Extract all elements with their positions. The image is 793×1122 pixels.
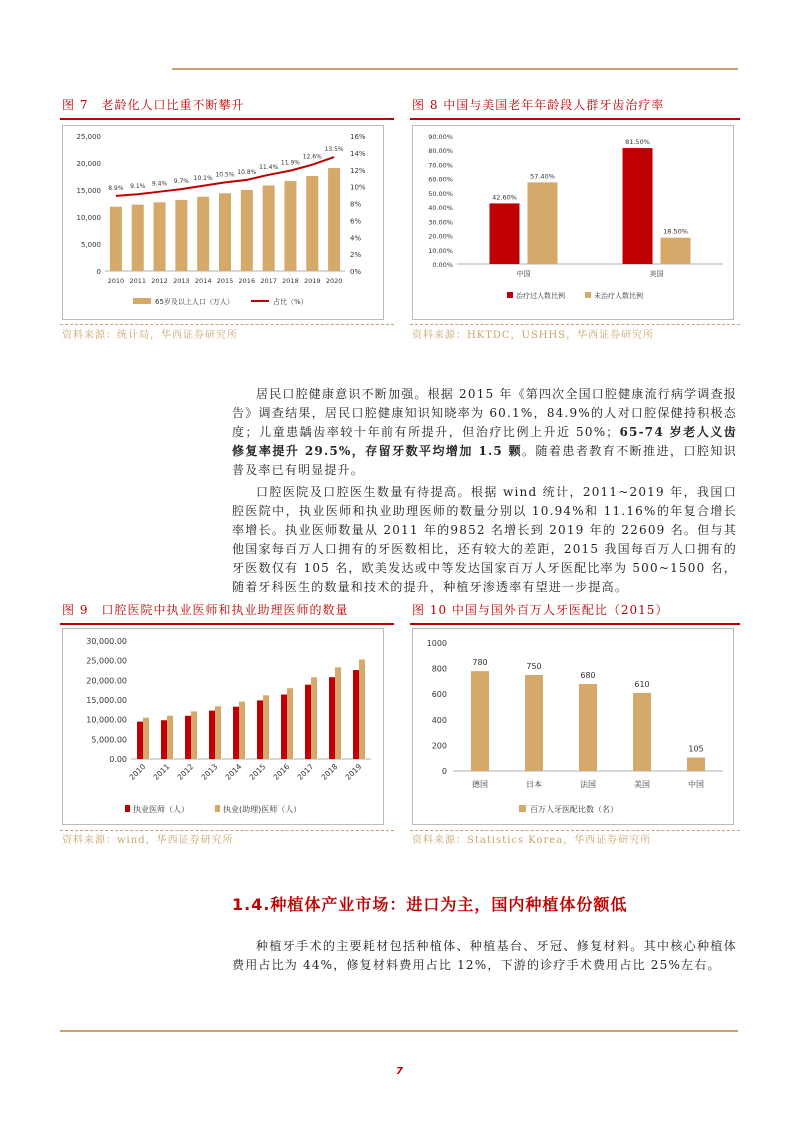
- fig7-line-label: 10.5%: [215, 171, 235, 179]
- fig10-x-tick: 德国: [472, 780, 488, 789]
- fig7-y-left-tick: 10,000: [76, 214, 101, 222]
- fig9-x-tick: 2012: [175, 762, 196, 782]
- fig10-y-tick: 600: [431, 690, 447, 700]
- fig8-legend-label-1: 治疗过人数比例: [516, 292, 565, 300]
- fig7-bar: [154, 202, 166, 271]
- fig8-title: 图 8 中国与美国老年年龄段人群牙齿治疗率: [412, 98, 665, 112]
- fig8-title-rule: [410, 118, 740, 120]
- fig7-bar: [197, 197, 209, 271]
- fig7-y-left-tick: 15,000: [76, 187, 101, 195]
- fig10-data-label: 680: [580, 670, 596, 680]
- fig9-bar: [233, 707, 239, 759]
- fig8-bar: [623, 148, 653, 264]
- fig7-line-label: 9.4%: [151, 180, 168, 188]
- fig7-x-tick: 2014: [194, 277, 212, 285]
- fig8-y-tick: 10.00%: [428, 246, 453, 255]
- fig7-x-tick: 2018: [282, 277, 299, 285]
- fig7-source: 资料来源：统计局，华西证券研究所: [62, 330, 238, 341]
- fig8-data-label: 81.50%: [625, 138, 650, 147]
- fig7-x-tick: 2016: [238, 277, 256, 285]
- fig10-data-label: 780: [472, 658, 488, 668]
- para1-text-b: 。随着患者教育不断推进，口腔知识普及率已有明显提升。: [232, 444, 738, 477]
- fig9-legend-label-1: 执业医师（人）: [133, 805, 189, 814]
- section-heading: 1.4.种植体产业市场：进口为主，国内种植体份额低: [232, 895, 628, 914]
- fig7-y-right-tick: 6%: [350, 217, 362, 226]
- fig9-bar: [161, 720, 167, 759]
- fig9-y-tick: 15,000.00: [86, 696, 127, 705]
- fig9-bar: [335, 667, 341, 759]
- fig8-data-label: 57.40%: [530, 172, 555, 181]
- fig7-line-label: 11.4%: [259, 163, 279, 171]
- fig7-y-right-tick: 12%: [350, 166, 366, 175]
- fig9-x-tick: 2017: [295, 762, 316, 782]
- fig7-line-label: 11.9%: [280, 159, 300, 167]
- fig8-y-tick: 20.00%: [428, 232, 453, 241]
- fig9-bar: [137, 722, 143, 759]
- fig8-source: 资料来源：HKTDC，USHHS，华西证券研究所: [412, 330, 655, 341]
- fig7-line-label: 12.6%: [302, 153, 322, 161]
- fig7-chart: [62, 125, 384, 320]
- fig9-bar: [215, 706, 221, 759]
- fig10-data-label: 105: [688, 744, 704, 754]
- fig7-x-tick: 2017: [260, 277, 277, 285]
- fig9-x-tick: 2016: [271, 762, 292, 782]
- fig10-chart: [412, 628, 734, 825]
- fig7-x-tick: 2020: [325, 277, 343, 285]
- fig8-y-tick: 60.00%: [428, 175, 453, 184]
- fig9-bar: [311, 677, 317, 759]
- fig9-bar: [281, 694, 287, 759]
- fig7-y-right-tick: 14%: [350, 149, 366, 158]
- fig9-bar: [191, 711, 197, 759]
- fig7-y-right-tick: 4%: [350, 234, 362, 243]
- fig10-bar: [687, 758, 705, 771]
- fig9-x-tick: 2018: [319, 762, 340, 782]
- fig8-chart: [412, 125, 734, 320]
- fig9-legend-swatch-1: [125, 805, 130, 812]
- fig7-bar: [328, 168, 340, 271]
- fig10-legend-swatch: [519, 805, 526, 812]
- fig10-y-tick: 0: [441, 767, 447, 776]
- fig10-svg: [413, 629, 733, 824]
- fig9-bar: [263, 695, 269, 759]
- fig7-title-rule: [60, 118, 394, 120]
- fig9-y-tick: 25,000.00: [86, 656, 127, 666]
- fig7-line-label: 9.1%: [130, 183, 146, 191]
- fig8-bar: [661, 238, 691, 264]
- fig7-y-right-tick: 16%: [350, 133, 366, 141]
- fig7-line-label: 10.8%: [237, 168, 257, 176]
- fig7-y-right-tick: 2%: [350, 251, 362, 260]
- fig7-y-left-tick: 25,000: [76, 133, 101, 141]
- fig9-title: 图 9 口腔医院中执业医师和执业助理医师的数量: [62, 603, 349, 617]
- fig9-x-tick: 2015: [247, 762, 268, 782]
- fig9-bar: [329, 677, 335, 759]
- fig7-x-tick: 2015: [216, 277, 234, 285]
- paragraph-implant-costs: [232, 937, 737, 975]
- fig8-legend-label-2: 未治疗人数比例: [594, 292, 643, 300]
- fig7-y-left-tick: 0: [96, 268, 101, 276]
- fig7-y-right-tick: 0%: [350, 268, 362, 276]
- para1-text-a: 居民口腔健康意识不断加强。根据 2015 年《第四次全国口腔健康流行病学调查报告》调查结果，居民口腔健康知识知晓率为 60.1%，84.9%的人对口腔保健持积极态度；儿童患龋齿率较十年前有所提升，但治疗比例上升近 50%；: [232, 387, 737, 439]
- fig9-source: 资料来源：wind，华西证券研究所: [62, 835, 234, 846]
- fig9-bar: [185, 716, 191, 759]
- fig9-bar: [359, 659, 365, 759]
- fig8-y-tick: 40.00%: [428, 204, 453, 213]
- fig7-bar: [241, 190, 253, 271]
- para2-text: 口腔医院及口腔医生数量有待提高。根据 wind 统计，2011~2019 年，我国口腔医院中，执业医师和执业助理医师的数量分别以 10.94%和 11.16%的年复合增长率增长。执业医师数量从 2011 年的9852 名增长到 2019 年的 22609 名。但与其他国家每百万人口拥有的牙医数相比，还有较大的差距，2015 我国每百万人口拥有的牙医数仅有 105 名，欧美发达或中等发达国家百万人牙医配比率为 500~1500 名，随着牙科医生的数量和技术的提升，种植牙渗透率有望进一步提高。: [232, 485, 737, 594]
- fig9-bar: [257, 700, 263, 759]
- fig9-legend-swatch-2: [215, 805, 220, 812]
- fig7-y-left-tick: 5,000: [80, 241, 101, 249]
- fig7-x-tick: 2011: [129, 277, 147, 285]
- fig7-x-tick: 2013: [173, 277, 190, 285]
- fig8-y-tick: 50.00%: [428, 189, 453, 198]
- fig9-legend-label-2: 执业(助理)医师（人）: [223, 805, 302, 814]
- fig7-line-label: 10.1%: [193, 174, 213, 182]
- fig9-svg: [63, 629, 383, 824]
- fig10-x-tick: 中国: [688, 780, 704, 789]
- fig10-legend-label: 百万人牙医配比数（名）: [530, 805, 618, 814]
- fig8-y-tick: 90.00%: [428, 133, 453, 141]
- fig7-x-tick: 2019: [303, 277, 321, 285]
- fig7-bar: [110, 207, 122, 271]
- fig9-x-tick: 2013: [199, 762, 220, 782]
- fig9-bar: [305, 685, 311, 759]
- fig7-y-right-tick: 10%: [350, 183, 366, 192]
- fig8-y-tick: 0.00%: [432, 261, 453, 269]
- fig8-y-tick: 30.00%: [428, 218, 453, 227]
- fig7-title: 图 7 老龄化人口比重不断攀升: [62, 98, 245, 112]
- fig9-x-tick: 2010: [127, 762, 148, 782]
- fig10-x-tick: 日本: [526, 780, 542, 789]
- fig8-legend-swatch-1: [507, 292, 513, 298]
- fig7-line-label: 9.7%: [173, 178, 189, 186]
- fig10-bar: [633, 693, 651, 771]
- fig9-y-tick: 20,000.00: [86, 676, 127, 686]
- fig10-y-tick: 400: [431, 715, 447, 725]
- fig7-legend-bar-swatch: [133, 298, 151, 304]
- fig10-y-tick: 1000: [426, 639, 447, 648]
- fig8-legend-swatch-2: [585, 292, 591, 298]
- fig7-bar: [263, 186, 275, 271]
- fig7-legend-line-label: 占比（%）: [273, 298, 308, 306]
- fig8-data-label: 42.60%: [492, 193, 517, 202]
- fig9-y-tick: 10,000.00: [86, 715, 127, 725]
- header-rule: [172, 68, 738, 70]
- fig8-y-tick: 70.00%: [428, 161, 453, 170]
- fig10-bar: [525, 675, 543, 771]
- fig7-bar: [284, 181, 296, 271]
- paragraph-dentist-count: [232, 483, 737, 597]
- fig9-bar: [167, 716, 173, 759]
- fig9-y-tick: 30,000.00: [86, 637, 127, 646]
- fig8-bar: [490, 203, 520, 264]
- fig9-title-rule: [60, 623, 394, 625]
- fig9-x-tick: 2011: [151, 762, 172, 782]
- fig10-title-rule: [410, 623, 740, 625]
- fig8-x-tick: 美国: [649, 270, 664, 278]
- fig7-y-left-tick: 20,000: [76, 160, 101, 168]
- fig10-y-tick: 800: [431, 664, 447, 674]
- fig9-chart: [62, 628, 384, 825]
- fig9-bar: [143, 718, 149, 759]
- fig8-data-label: 18.50%: [663, 227, 688, 236]
- fig10-data-label: 610: [634, 679, 650, 689]
- fig7-x-tick: 2012: [151, 277, 168, 285]
- para3-text: 种植牙手术的主要耗材包括种植体、种植基台、牙冠、修复材料。其中核心种植体费用占比为 44%，修复材料费用占比 12%，下游的诊疗手术费用占比 25%左右。: [232, 939, 737, 972]
- fig8-bar: [528, 182, 558, 264]
- fig10-bar: [579, 684, 597, 771]
- fig10-title: 图 10 中国与国外百万人牙医配比（2015）: [412, 603, 669, 617]
- fig9-bar: [239, 702, 245, 759]
- fig9-bar: [209, 711, 215, 759]
- fig7-bar: [306, 176, 318, 271]
- fig10-data-label: 750: [526, 662, 542, 671]
- fig10-x-tick: 法国: [580, 780, 596, 789]
- fig7-bar: [132, 205, 144, 271]
- fig10-bar: [471, 671, 489, 771]
- fig7-line-label: 13.5%: [324, 146, 344, 154]
- fig7-bar: [175, 200, 187, 271]
- fig8-x-tick: 中国: [516, 270, 531, 278]
- fig9-x-tick: 2014: [223, 762, 244, 782]
- para1-bold: 65-74 岁老人义齿修复率提升 29.5%，存留牙数平均增加 1.5 颗: [232, 425, 737, 458]
- fig7-line-label: 8.9%: [108, 184, 124, 192]
- fig8-svg: [413, 126, 733, 319]
- fig7-legend-bar-label: 65岁及以上人口（万人）: [155, 298, 234, 306]
- fig7-svg: [63, 126, 383, 319]
- fig7-bar: [219, 193, 231, 271]
- page-number: 7: [396, 1066, 403, 1077]
- fig7-x-tick: 2010: [107, 277, 125, 285]
- fig9-bar: [287, 688, 293, 759]
- fig10-source: 资料来源：Statistics Korea，华西证券研究所: [412, 835, 652, 846]
- fig10-y-tick: 200: [431, 741, 447, 751]
- fig9-x-tick: 2019: [343, 762, 364, 782]
- fig9-y-tick: 5,000.00: [91, 735, 127, 745]
- fig9-y-tick: 0.00: [109, 755, 127, 764]
- fig8-y-tick: 80.00%: [428, 147, 453, 156]
- fig9-bar: [353, 670, 359, 759]
- fig7-y-right-tick: 8%: [350, 200, 362, 209]
- paragraph-oral-health-awareness: [232, 385, 737, 480]
- footer-rule: [60, 1030, 738, 1032]
- fig10-x-tick: 美国: [634, 780, 650, 789]
